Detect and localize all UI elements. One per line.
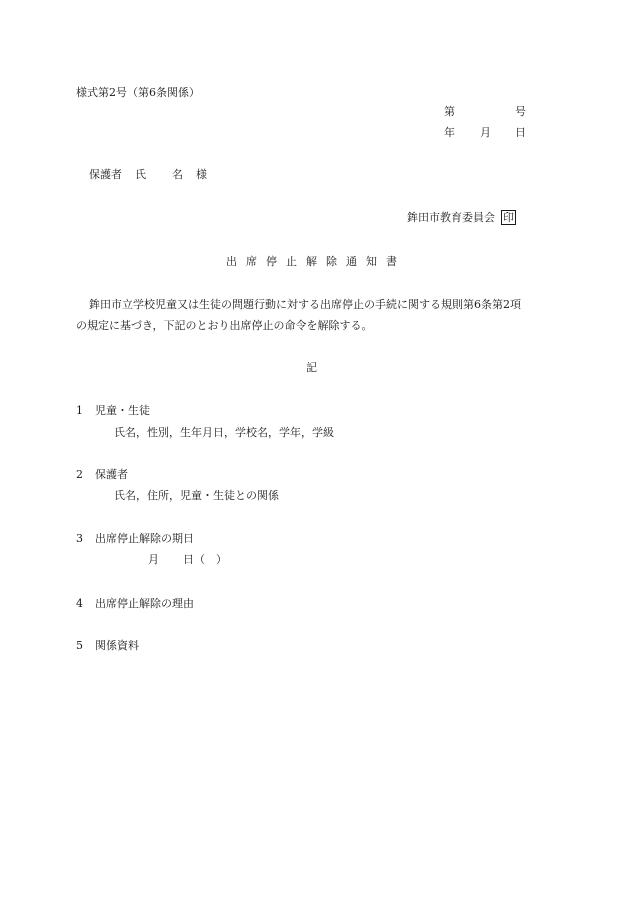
body-line-1: 鉾田市立学校児童又は生徒の問題行動に対する出席停止の手続に関する規則第6条第2項 xyxy=(89,298,521,311)
date-day: 日 xyxy=(515,126,526,139)
title-char: 席 xyxy=(246,255,257,268)
item-heading: 出席停止解除の理由 xyxy=(95,597,194,610)
title-char: 解 xyxy=(306,255,317,268)
ki-marker: 記 xyxy=(306,361,317,374)
item-heading: 関係資料 xyxy=(95,639,139,652)
doc-number-suffix: 号 xyxy=(515,105,526,118)
title-char: 出 xyxy=(226,255,237,268)
item-number: 2 xyxy=(76,468,83,481)
addressee-name-2: 名 xyxy=(172,168,183,181)
item-detail-month: 月 xyxy=(148,553,159,566)
item-number: 5 xyxy=(76,639,83,652)
item-heading: 保護者 xyxy=(95,468,128,481)
item-heading: 出席停止解除の期日 xyxy=(95,532,194,545)
form-label: 様式第2号（第6条関係） xyxy=(76,86,200,99)
item-detail: 氏名，住所，児童・生徒との関係 xyxy=(114,489,279,502)
seal-mark: 印 xyxy=(503,211,514,224)
addressee-name-1: 氏 xyxy=(135,168,146,181)
item-number: 4 xyxy=(76,597,83,610)
title-char: 通 xyxy=(346,255,357,268)
title-char: 停 xyxy=(266,255,277,268)
addressee-honorific: 様 xyxy=(196,168,207,181)
date-year: 年 xyxy=(444,126,455,139)
title-char: 止 xyxy=(286,255,297,268)
document-title xyxy=(226,255,397,269)
body-line-2: の規定に基づき，下記のとおり出席停止の命令を解除する。 xyxy=(76,319,373,332)
item-heading: 児童・生徒 xyxy=(95,404,150,417)
doc-number-prefix: 第 xyxy=(444,105,455,118)
item-detail: 氏名，性別，生年月日，学校名，学年，学級 xyxy=(114,426,334,439)
title-char: 除 xyxy=(326,255,337,268)
addressee-role: 保護者 xyxy=(89,168,122,181)
title-char: 書 xyxy=(386,255,397,268)
title-char: 知 xyxy=(366,255,377,268)
date-month: 月 xyxy=(480,126,491,139)
item-number: 3 xyxy=(76,532,83,545)
item-number: 1 xyxy=(76,404,83,417)
issuer xyxy=(407,210,516,225)
item-detail-day: 日（ ） xyxy=(183,553,227,566)
issuer-name: 鉾田市教育委員会 xyxy=(407,211,495,224)
